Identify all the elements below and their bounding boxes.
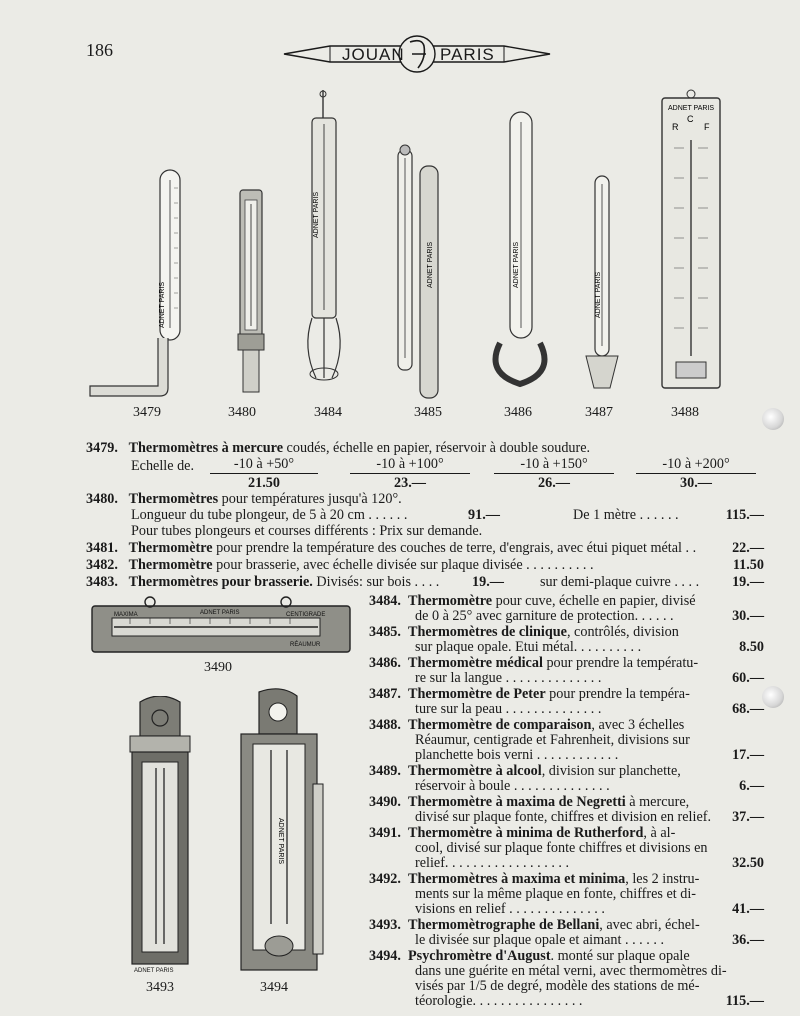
scale-range-4: -10 à +200° [662, 456, 730, 472]
punch-hole-top [762, 408, 784, 430]
entry-3484-line1: 3484. Thermomètre pour cuve, échelle en papier, divisé [369, 593, 696, 609]
entry-3492-line2: ments sur la même plaque en fonte, chiffres et di- [415, 886, 697, 902]
fig3488-scale-f: F [704, 122, 710, 132]
plate-3490-right-label: CENTIGRADE [286, 612, 326, 618]
entry-3490-line1: 3490. Thermomètre à maxima de Negretti à mercure, [369, 794, 690, 810]
fig-label-3490: 3490 [204, 660, 232, 675]
scale-price-3: 26.— [494, 473, 614, 492]
entry-3488-price: 17.— [732, 747, 764, 763]
entry-3493-line2: le divisée sur plaque opale et aimant . . . . . . [415, 932, 664, 948]
entry-3483-price-a: 19.— [472, 574, 504, 590]
entry-3485-price: 8.50 [739, 639, 764, 655]
entry-3483-price: 19.— [732, 574, 764, 590]
entry-3486-line2: re sur la langue . . . . . . . . . . . . . . [415, 670, 602, 686]
entry-3492-line1: 3492. Thermomètres à maxima et minima, les 2 instru- [369, 871, 700, 887]
entry-3480-line2b: De 1 mètre . . . . . . [573, 507, 679, 523]
entry-3488-line1: 3488. Thermomètre de comparaison, avec 3 échelles [369, 717, 685, 733]
entry-3494-line3: visés par 1/5 de degré, modèle des stations de mé- [415, 978, 700, 994]
fig3488-brand: ADNET PARIS [668, 105, 715, 112]
entry-3493-price: 36.— [732, 932, 764, 948]
entry-3487-line2: ture sur la peau . . . . . . . . . . . . . . [415, 701, 602, 717]
entry-3491-line2: cool, divisé sur plaque fonte chiffres et divisions en [415, 840, 708, 856]
entry-3484-line2: de 0 à 25° avec garniture de protection. . . . . . [415, 608, 674, 624]
entry-3487-line1: 3487. Thermomètre de Peter pour prendre la tempéra- [369, 686, 690, 702]
thermometer-3487-illustration [586, 176, 618, 388]
fig-label-3480: 3480 [228, 405, 256, 420]
thermo-3494-brand: ADNET PARIS [277, 818, 284, 865]
entry-3491-price: 32.50 [732, 855, 764, 871]
entry-3487-price: 68.— [732, 701, 764, 717]
page-number: 186 [86, 40, 113, 60]
plate-3490-bottom-label: RÉAUMUR [290, 642, 321, 648]
entry-3480-price-b: 115.— [725, 507, 764, 523]
top-illustrations [80, 88, 730, 408]
entry-3494-line2: dans une guérite en métal verni, avec thermomètres di- [415, 963, 727, 979]
entry-3488-line3: planchette bois verni . . . . . . . . . . . . [415, 747, 619, 763]
plate-3490-illustration [90, 596, 352, 658]
entry-3489-line1: 3489. Thermomètre à alcool, division sur planchette, [369, 763, 681, 779]
entry-3489-line2: réservoir à boule . . . . . . . . . . . . . . [415, 778, 610, 794]
thermometer-3486-illustration [496, 112, 545, 384]
psychrometre-3494-illustration [235, 688, 331, 978]
thermo-3486-brand: ADNET PARIS [513, 241, 520, 288]
fig3488-scale-r: R [672, 122, 679, 132]
entry-3486-line1: 3486. Thermomètre médical pour prendre la températu- [369, 655, 699, 671]
entry-3486-price: 60.— [732, 670, 764, 686]
thermometer-3488-illustration [662, 90, 720, 388]
entry-3480-price-a: 91.— [468, 507, 500, 523]
entry-3494-price: 115.— [725, 993, 764, 1009]
entry-3481-price: 22.— [732, 540, 764, 556]
entry-3480-line2: Longueur du tube plongeur, de 5 à 20 cm . . . . . . [131, 507, 408, 523]
fig-label-3485: 3485 [414, 405, 442, 420]
entry-3491-line1: 3491. Thermomètre à minima de Rutherford, à al- [369, 825, 676, 841]
fig-label-3494: 3494 [260, 980, 288, 995]
thermometer-3484-illustration [308, 90, 340, 380]
entry-3493-line1: 3493. Thermomètrographe de Bellani, avec abri, échel- [369, 917, 700, 933]
entry-3485-line1: 3485. Thermomètres de clinique, contrôlés, division [369, 624, 679, 640]
entry-3483-line1: 3483. Thermomètres pour brasserie. Divisés: sur bois . . . . [86, 574, 440, 590]
punch-hole-bottom [762, 686, 784, 708]
scale-range-2: -10 à +100° [376, 456, 444, 472]
thermo-3479-brand: ADNET PARIS [159, 281, 166, 328]
entry-3491-line3: relief. . . . . . . . . . . . . . . . . . [415, 855, 570, 871]
jouan-paris-logo [282, 28, 552, 80]
entry-3483-rest-b: sur demi-plaque cuivre . . . . [540, 574, 700, 590]
thermometer-3479-illustration [90, 170, 180, 396]
fig-label-3488: 3488 [671, 405, 699, 420]
thermometer-3480-illustration [238, 190, 264, 392]
entry-3480-line3: Pour tubes plongeurs et courses différents : Prix sur demande. [131, 523, 483, 539]
thermometer-3485-illustration [398, 145, 438, 398]
plate-3490-left-label: MAXIMA [114, 612, 138, 618]
thermo-3485-brand: ADNET PARIS [427, 241, 434, 288]
entry-3494-line1: 3494. Psychromètre d'August. monté sur plaque opale [369, 948, 690, 964]
entry-3481-line1: 3481. Thermomètre pour prendre la température des couches de terre, d'engrais, avec étui piquet métal . . [86, 540, 697, 556]
entry-3494-line4: téorologie. . . . . . . . . . . . . . . . [415, 993, 583, 1009]
scale-range-3: -10 à +150° [520, 456, 588, 472]
entry-3482-line1: 3482. Thermomètre pour brasserie, avec échelle divisée sur plaque divisée . . . . . . . . . . [86, 557, 594, 573]
fig-label-3486: 3486 [504, 405, 532, 420]
logo-right-text: PARIS [440, 45, 495, 64]
fig-label-3487: 3487 [585, 405, 613, 420]
entry-3490-price: 37.— [732, 809, 764, 825]
scale-range-1: -10 à +50° [233, 456, 295, 472]
fig3493-brand: ADNET PARIS [134, 968, 174, 974]
thermo-3487-brand: ADNET PARIS [595, 271, 602, 318]
fig-label-3484: 3484 [314, 405, 342, 420]
fig-label-3493: 3493 [146, 980, 174, 995]
bellani-3493-illustration [122, 696, 198, 974]
entry-3490-line2: divisé sur plaque fonte, chiffres et division en relief. [415, 809, 712, 825]
entry-3489-price: 6.— [739, 778, 764, 794]
logo-left-text: JOUAN [342, 45, 405, 64]
scale-price-2: 23.— [350, 473, 470, 492]
entry-3484-price: 30.— [732, 608, 764, 624]
entry-3482-price: 11.50 [732, 557, 764, 573]
entry-3492-line3: visions en relief . . . . . . . . . . . . . . [415, 901, 605, 917]
fig-label-3479: 3479 [133, 405, 161, 420]
scale-price-4: 30.— [636, 473, 756, 492]
entry-3479-line1: 3479. Thermomètres à mercure coudés, échelle en papier, réservoir à double soudure. [86, 440, 591, 456]
fig3488-scale-c: C [687, 114, 694, 124]
entry-3480-line1: 3480. Thermomètres pour températures jusqu'à 120°. [86, 491, 402, 507]
thermo-3484-brand: ADNET PARIS [313, 191, 320, 238]
entry-3479-scale-label: Echelle de. [131, 458, 195, 474]
scale-price-1: 21.50 [210, 473, 318, 492]
entry-3492-price: 41.— [732, 901, 764, 917]
plate-3490-brand: ADNET PARIS [200, 610, 240, 616]
entry-3485-line2: sur plaque opale. Etui métal. . . . . . . . . . [415, 639, 642, 655]
entry-3488-line2: Réaumur, centigrade et Fahrenheit, divisions sur [415, 732, 690, 748]
